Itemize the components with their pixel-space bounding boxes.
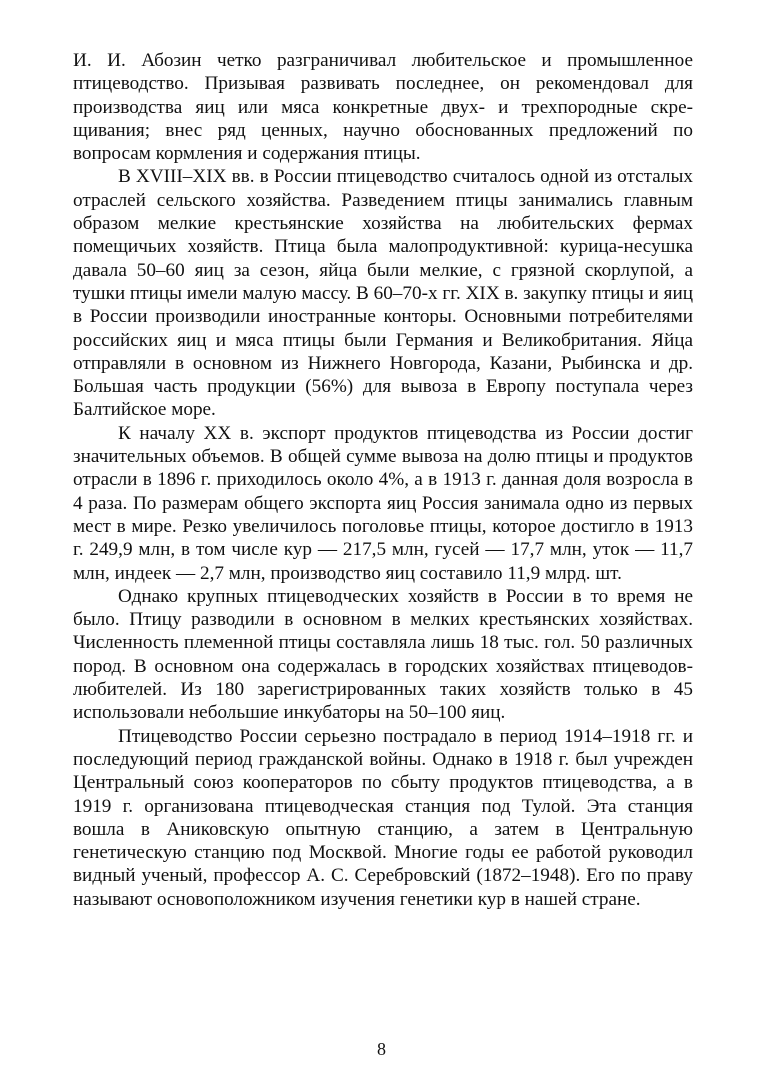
paragraph-small-farms: Однако крупных птицеводческих хозяйств в России в то время не было. Птицу разводили в основном в мелких крестьянских хозяйствах. Численность племенной птицы составляла лишь 18 тыс. гол. 50 различных пород. В основном она содержалась в городских хозяйствах птицеводов-любителей. Из 180 зарегистрированных таких хозяйств только в 45 использовали небольшие инкубаторы на 50–100 яиц. <box>73 585 693 724</box>
page-number: 8 <box>377 1039 386 1059</box>
body-text <box>73 49 693 911</box>
paragraph-1914-1918: Птицеводство России серьезно пострадало в период 1914–1918 гг. и последующий период гражданской войны. Однако в 1918 г. был учрежден Центральный союз кооператоров по сбыту продуктов птицеводства, а в 1919 г. организована птицеводческая станция под Тулой. Эта станция вошла в Аниковскую опытную станцию, а затем в Центральную генетическую станцию под Москвой. Многие годы ее работой руководил видный ученый, профессор А. С. Серебровский (1872–1948). Его по праву называют основоположником изучения генетики кур в нашей стране. <box>73 725 693 910</box>
paragraph-abozin: И. И. Абозин четко разграничивал любительское и промышленное птицеводство. Призывая развивать последнее, он рекомендовал для производства яиц или мяса конкретные двух- и трехпородные скрещивания; внес ряд ценных, научно обоснованных предложений по вопросам кормления и содержания птицы. <box>73 50 693 165</box>
paragraph-early-20-century: К началу XX в. экспорт продуктов птицеводства из России достиг значительных объемов. В общей сумме вывоза на долю птицы и продуктов отрасли в 1896 г. приходилось около 4%, а в 1913 г. данная доля возросла в 4 раза. По размерам общего экспорта яиц Россия занимала одно из первых мест в мире. Резко увеличилось поголовье птицы, которое достигло в 1913 г. 249,9 млн, в том числе кур — 217,5 млн, гусей — 17,7 млн, уток — 11,7 млн, индеек — 2,7 млн, производство яиц составило 11,9 млрд. шт. <box>73 422 693 584</box>
paragraph-18-19-century: В XVIII–XIX вв. в России птицеводство считалось одной из отсталых отраслей сельского хозяйства. Разведением птицы занимались главным образом мелкие крестьянские хозяйства на любительских фермах помещичьих хозяйств. Птица была малопродуктивной: курица-несушка давала 50–60 яиц за сезон, яйца были мелкие, с грязной скорлупой, а тушки птицы имели малую массу. В 60–70-х гг. XIX в. закупку птицы и яиц в России производили иностранные конторы. Основными потребителями российских яиц и мяса птицы были Германия и Великобритания. Яйца отправляли в основном из Нижнего Новгорода, Казани, Рыбинска и др. Большая часть продукции (56%) для вывоза в Европу поступала через Балтийское море. <box>73 166 693 421</box>
